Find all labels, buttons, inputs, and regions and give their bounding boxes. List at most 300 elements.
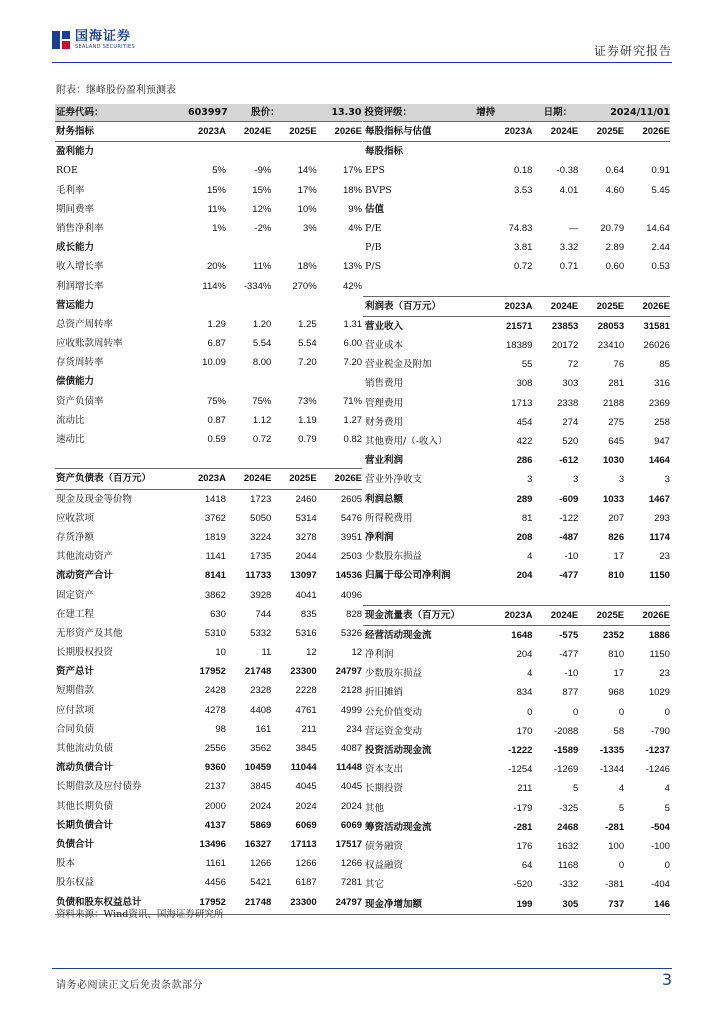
row-label: 营业税金及附加 <box>365 359 432 371</box>
row-value: 5 <box>572 783 579 795</box>
row-value: 744 <box>255 608 272 620</box>
row-label: 净利润 <box>365 649 394 661</box>
row-value <box>624 200 670 219</box>
logo-icon <box>52 31 70 49</box>
row-value: 737 <box>608 898 625 910</box>
row-value: 12 <box>351 647 363 659</box>
row-label: P/S <box>365 261 382 273</box>
row-value: -1246 <box>645 764 670 776</box>
row-value: 2026E <box>642 300 670 312</box>
row-value <box>532 277 578 296</box>
row-value: 1819 <box>204 531 226 543</box>
row-value: 4087 <box>340 743 363 754</box>
row-value: 1.12 <box>252 414 272 426</box>
table-title: 附表：继峰股份盈利预测表 <box>56 85 176 96</box>
row-value: 947 <box>654 436 670 447</box>
row-value: 11448 <box>336 762 363 774</box>
row-value: 303 <box>562 378 579 390</box>
row-value: 0 <box>572 706 579 718</box>
row-value: 20% <box>206 261 226 273</box>
row-value <box>226 238 271 257</box>
row-value: 1174 <box>649 531 670 543</box>
row-value: 13% <box>343 261 363 273</box>
row-label: 管理费用 <box>365 397 404 409</box>
row-value: 207 <box>608 512 625 524</box>
table-row <box>55 392 362 411</box>
row-value: 4 <box>618 783 625 795</box>
table-row <box>55 181 362 200</box>
table-row <box>55 353 362 372</box>
row-value: 4456 <box>204 877 226 889</box>
table-row <box>55 816 362 835</box>
row-value: 12 <box>306 647 317 659</box>
row-value: 0 <box>618 860 625 872</box>
row-value: 1723 <box>250 493 272 505</box>
code-label: 证券代码： <box>56 107 104 118</box>
row-value <box>317 296 362 315</box>
row-value <box>487 142 533 161</box>
row-value: 1168 <box>557 860 579 872</box>
row-value <box>271 238 316 257</box>
row-label: 营业成本 <box>365 340 404 352</box>
row-label: 债务融资 <box>365 840 404 852</box>
row-value: 2024 <box>340 800 363 812</box>
row-value: 305 <box>562 898 579 910</box>
row-label: 长期借款及应付债券 <box>56 781 142 793</box>
row-value: -325 <box>559 802 579 814</box>
row-value: 2024E <box>550 126 579 137</box>
row-value: 2026E <box>334 473 363 485</box>
row-value: 1161 <box>205 858 226 870</box>
row-value: 2026E <box>334 126 363 137</box>
table-row <box>55 430 362 449</box>
row-value: 274 <box>562 416 579 428</box>
row-value: 4045 <box>340 781 363 793</box>
table-row <box>363 683 670 702</box>
row-value: -790 <box>650 725 670 737</box>
row-value: 11 <box>261 647 272 659</box>
row-value: 2024E <box>550 609 579 621</box>
row-label: 股本 <box>56 858 76 870</box>
row-value: 0.72 <box>252 434 272 445</box>
row-value: 6069 <box>340 819 363 831</box>
table-row <box>363 547 670 566</box>
row-value <box>317 449 362 468</box>
table-row <box>55 701 362 720</box>
table-section-header <box>363 605 670 626</box>
row-value: 23 <box>659 668 670 680</box>
row-value: 11044 <box>290 762 317 774</box>
row-value: 1150 <box>649 649 670 661</box>
row-value: 2026E <box>642 609 670 621</box>
table-row <box>55 873 362 892</box>
row-value: 1.31 <box>343 318 363 330</box>
row-value <box>271 449 316 468</box>
row-label: 每股指标与估值 <box>365 126 432 137</box>
row-value: 1266 <box>340 858 363 870</box>
table-row <box>55 758 362 777</box>
row-value: 835 <box>300 608 317 620</box>
row-label: 长期股权投资 <box>56 647 114 659</box>
row-value: 17 <box>613 551 625 563</box>
row-label: 流动比 <box>56 414 85 426</box>
row-label: 其他流动资产 <box>56 551 114 563</box>
row-value: 2044 <box>295 551 317 563</box>
row-value: 2428 <box>204 685 226 697</box>
table-row <box>55 142 362 161</box>
table-row <box>363 779 670 798</box>
table-row <box>55 277 362 296</box>
row-value: 6069 <box>295 819 317 831</box>
row-value: 17517 <box>335 838 363 850</box>
row-value <box>487 277 533 296</box>
row-value: 316 <box>654 378 670 390</box>
row-value: 3862 <box>204 589 226 601</box>
row-value: 4 <box>527 668 533 680</box>
row-value: 8141 <box>204 570 226 582</box>
row-label: 其他流动负债 <box>56 743 114 754</box>
row-label: P/B <box>365 242 382 254</box>
row-label: 净利润 <box>365 531 394 543</box>
row-value: 275 <box>608 416 625 428</box>
row-label: 财务费用 <box>365 416 404 428</box>
row-value: 11% <box>253 261 272 273</box>
row-value: 10 <box>215 647 226 659</box>
table-row <box>55 643 362 662</box>
row-label: 流动负债合计 <box>56 762 114 774</box>
row-value: 12% <box>252 203 272 215</box>
row-value: 4761 <box>295 704 317 716</box>
row-value: 1632 <box>557 840 579 852</box>
row-value: 23 <box>659 551 670 563</box>
row-value: 211 <box>517 783 533 795</box>
row-value: 3762 <box>204 512 226 524</box>
table-row <box>363 799 670 818</box>
row-label: 现金流量表（百万元） <box>365 609 461 621</box>
row-label: 经营活动现金流 <box>365 629 432 641</box>
row-value: 3928 <box>250 589 272 601</box>
table-row <box>55 605 362 624</box>
row-value: 2468 <box>557 821 579 833</box>
row-label: 现金及现金等价物 <box>56 493 133 505</box>
row-label: 销售净利率 <box>56 222 104 234</box>
table-row <box>363 722 670 741</box>
row-value: 10.09 <box>202 357 226 369</box>
row-value: 13496 <box>199 838 226 850</box>
row-label: 归属于母公司净利润 <box>365 570 451 582</box>
table-row <box>363 374 670 393</box>
row-value <box>181 449 226 468</box>
row-value: 5% <box>212 165 226 177</box>
row-value: 2023A <box>504 300 533 312</box>
price-label: 股价： <box>251 107 280 118</box>
row-value: 2352 <box>602 629 625 641</box>
rating-label: 投资评级： <box>364 107 413 118</box>
table-row <box>363 895 670 914</box>
row-value: 4 <box>664 783 670 795</box>
table-row <box>363 760 670 779</box>
table-row <box>55 797 362 816</box>
row-value: 20172 <box>551 340 579 352</box>
stock-info-row <box>55 104 670 121</box>
row-value: -477 <box>559 649 579 661</box>
row-value: 1467 <box>648 493 670 505</box>
row-value <box>226 372 271 391</box>
row-label: 偿债能力 <box>56 376 95 388</box>
row-label: 股东权益 <box>56 877 95 889</box>
row-label: 应收账款周转率 <box>56 338 123 350</box>
row-label: 营业收入 <box>365 320 404 332</box>
stock-price: 13.30 <box>331 107 362 118</box>
row-label: 资产负债表（百万元） <box>56 473 152 485</box>
table-row <box>55 200 362 219</box>
row-value: 5326 <box>340 627 363 639</box>
table-row <box>55 835 362 854</box>
row-value: -609 <box>559 493 579 505</box>
table-row <box>55 528 362 547</box>
row-value: 2137 <box>204 781 226 793</box>
row-label: 每股指标 <box>365 146 404 158</box>
row-value: 1141 <box>205 551 226 563</box>
row-value: 2.89 <box>605 242 625 254</box>
row-value: 2025E <box>596 609 625 621</box>
row-value <box>181 296 226 315</box>
table-section-header <box>363 121 670 142</box>
row-value: 0.87 <box>207 414 226 426</box>
row-value: 0.72 <box>513 261 533 273</box>
row-label: 营业利润 <box>365 455 404 467</box>
header-divider <box>52 62 672 63</box>
row-value: 293 <box>654 512 670 524</box>
row-value: 1% <box>212 222 226 234</box>
table-row <box>363 142 670 161</box>
row-value: -9% <box>254 165 272 177</box>
row-value: 15% <box>252 184 272 196</box>
row-value: 9% <box>348 203 363 215</box>
row-value: 5476 <box>340 512 363 524</box>
row-value <box>317 142 362 161</box>
row-value: 4137 <box>204 819 226 831</box>
table-section-header <box>55 468 362 489</box>
row-label: 长期投资 <box>365 783 404 795</box>
row-label: 公允价值变动 <box>365 706 423 718</box>
table-row <box>363 566 670 585</box>
row-value: 828 <box>346 608 363 620</box>
row-label: 投资活动现金流 <box>365 745 432 756</box>
row-label: 毛利率 <box>56 184 85 196</box>
row-value: -2088 <box>553 725 579 737</box>
table-row <box>363 818 670 837</box>
row-value: 1.20 <box>252 318 272 330</box>
row-value: 0 <box>618 706 625 718</box>
row-value: 1150 <box>649 570 670 582</box>
row-value: 0.71 <box>559 261 579 273</box>
row-value: 286 <box>516 455 533 467</box>
row-value: 5.54 <box>252 338 272 350</box>
row-value: 1418 <box>204 493 226 505</box>
row-value: 5 <box>664 802 670 814</box>
row-value: 1029 <box>648 687 670 699</box>
row-value: 5869 <box>250 819 272 831</box>
row-value: 281 <box>608 378 625 390</box>
row-label <box>363 586 487 605</box>
row-value: 75% <box>252 395 272 407</box>
row-value: 308 <box>516 378 533 390</box>
row-value <box>578 586 624 605</box>
row-value: 3951 <box>340 531 363 543</box>
row-value: -1344 <box>599 764 625 776</box>
row-label: EPS <box>365 165 385 177</box>
row-label: 资产总计 <box>56 666 95 678</box>
page-number: 3 <box>661 970 672 989</box>
row-value: 9360 <box>204 762 226 774</box>
row-value: 234 <box>346 723 363 735</box>
row-value <box>271 296 316 315</box>
row-value: 0 <box>664 706 670 718</box>
row-value: 211 <box>301 723 317 735</box>
row-value: 0 <box>664 860 670 872</box>
row-value: 2605 <box>340 493 363 505</box>
row-value: 4.60 <box>605 184 625 196</box>
row-value: 23300 <box>290 666 317 678</box>
row-value: 7.20 <box>298 357 317 369</box>
row-value: 2024 <box>295 800 317 812</box>
row-value: 4 <box>527 551 533 563</box>
row-value: -1589 <box>553 745 579 756</box>
row-value: 3845 <box>295 743 317 754</box>
row-value: 2.44 <box>651 242 670 254</box>
row-value: 2023A <box>197 473 226 485</box>
row-value: 0 <box>527 706 533 718</box>
table-row <box>55 257 362 276</box>
row-value <box>578 200 624 219</box>
row-value: 2188 <box>602 397 625 409</box>
row-value: 73% <box>297 395 317 407</box>
table-row <box>363 200 670 219</box>
row-label: 其它 <box>365 879 385 891</box>
row-value: 2228 <box>295 685 317 697</box>
row-label: 利润表（百万元） <box>365 300 442 312</box>
row-label: 固定资产 <box>56 589 95 601</box>
row-value: 1648 <box>511 629 533 641</box>
row-value: -2% <box>254 222 272 234</box>
row-value <box>532 142 578 161</box>
row-value: 2460 <box>295 493 317 505</box>
row-value: 5.54 <box>298 338 317 350</box>
row-label: 利润增长率 <box>56 280 104 292</box>
row-value: 17% <box>343 165 363 177</box>
row-value: 3 <box>664 474 670 486</box>
table-section-header <box>363 296 670 317</box>
row-value: 6187 <box>295 877 317 889</box>
row-value: 3562 <box>250 743 272 754</box>
row-label: 其他费用/（-收入） <box>365 436 448 447</box>
row-value: 15% <box>206 184 226 196</box>
row-value: 17952 <box>199 896 226 908</box>
row-label: 所得税费用 <box>365 512 413 524</box>
table-row <box>363 219 670 238</box>
row-value: 2023A <box>197 126 226 137</box>
row-label: 短期借款 <box>56 685 95 697</box>
row-value: 3.81 <box>513 242 533 254</box>
row-label: 应收款项 <box>56 512 95 524</box>
row-value: 2025E <box>289 473 317 485</box>
row-label: 资产负债率 <box>56 395 104 407</box>
row-value: 5.45 <box>651 184 670 196</box>
table-row <box>55 219 362 238</box>
row-value: 826 <box>608 531 625 543</box>
table-row <box>363 703 670 722</box>
row-value: 10% <box>297 203 317 215</box>
row-value: 1266 <box>295 858 317 870</box>
row-value: 645 <box>608 436 625 447</box>
row-value: 16327 <box>244 838 272 850</box>
table-row <box>363 432 670 451</box>
row-value: 1886 <box>648 629 670 641</box>
row-value: 2024E <box>243 126 272 137</box>
row-value <box>578 277 624 296</box>
row-value: 1033 <box>602 493 625 505</box>
table-row <box>55 238 362 257</box>
row-label: 财务指标 <box>56 126 95 137</box>
row-value <box>624 142 670 161</box>
table-row <box>55 334 362 353</box>
row-value: -334% <box>243 280 272 292</box>
row-label: 期间费率 <box>56 203 95 215</box>
row-value: 28053 <box>597 320 625 332</box>
row-value: 114% <box>202 280 226 292</box>
row-value: -477 <box>559 570 579 582</box>
table-row <box>363 161 670 180</box>
row-value: 5314 <box>295 512 317 524</box>
row-value: 3 <box>618 474 625 486</box>
row-value: 24797 <box>335 896 363 908</box>
row-label: 现金净增加额 <box>365 898 423 910</box>
row-value: -1269 <box>553 764 579 776</box>
row-value: 23300 <box>290 896 317 908</box>
row-value: 0.82 <box>343 434 363 445</box>
row-label: 总资产周转率 <box>56 318 114 330</box>
row-value: 31581 <box>643 320 670 332</box>
table-row <box>363 413 670 432</box>
row-label: 应付款项 <box>56 704 95 716</box>
row-value: 11733 <box>245 570 272 582</box>
row-value: 1713 <box>511 397 533 409</box>
table-row <box>55 777 362 796</box>
row-value: 3845 <box>250 781 272 793</box>
row-value: -10 <box>564 668 579 680</box>
row-value: 75% <box>206 395 226 407</box>
table-row <box>55 296 362 315</box>
row-value: 2328 <box>250 685 272 697</box>
row-value: 100 <box>608 840 625 852</box>
table-row <box>55 720 362 739</box>
row-value: -281 <box>605 821 625 833</box>
row-value: -381 <box>605 879 625 891</box>
row-value: 289 <box>516 493 533 505</box>
row-value: 520 <box>562 436 579 447</box>
right-column <box>363 121 670 914</box>
row-label: 营运资金变动 <box>365 725 423 737</box>
row-value: 3 <box>572 474 579 486</box>
row-value: 2025E <box>289 126 317 137</box>
row-value <box>532 586 578 605</box>
row-label: 收入增长率 <box>56 261 104 273</box>
row-value: 17 <box>613 668 625 680</box>
row-value: 3.32 <box>559 242 579 254</box>
table-row <box>363 490 670 509</box>
row-value: 4278 <box>204 704 226 716</box>
